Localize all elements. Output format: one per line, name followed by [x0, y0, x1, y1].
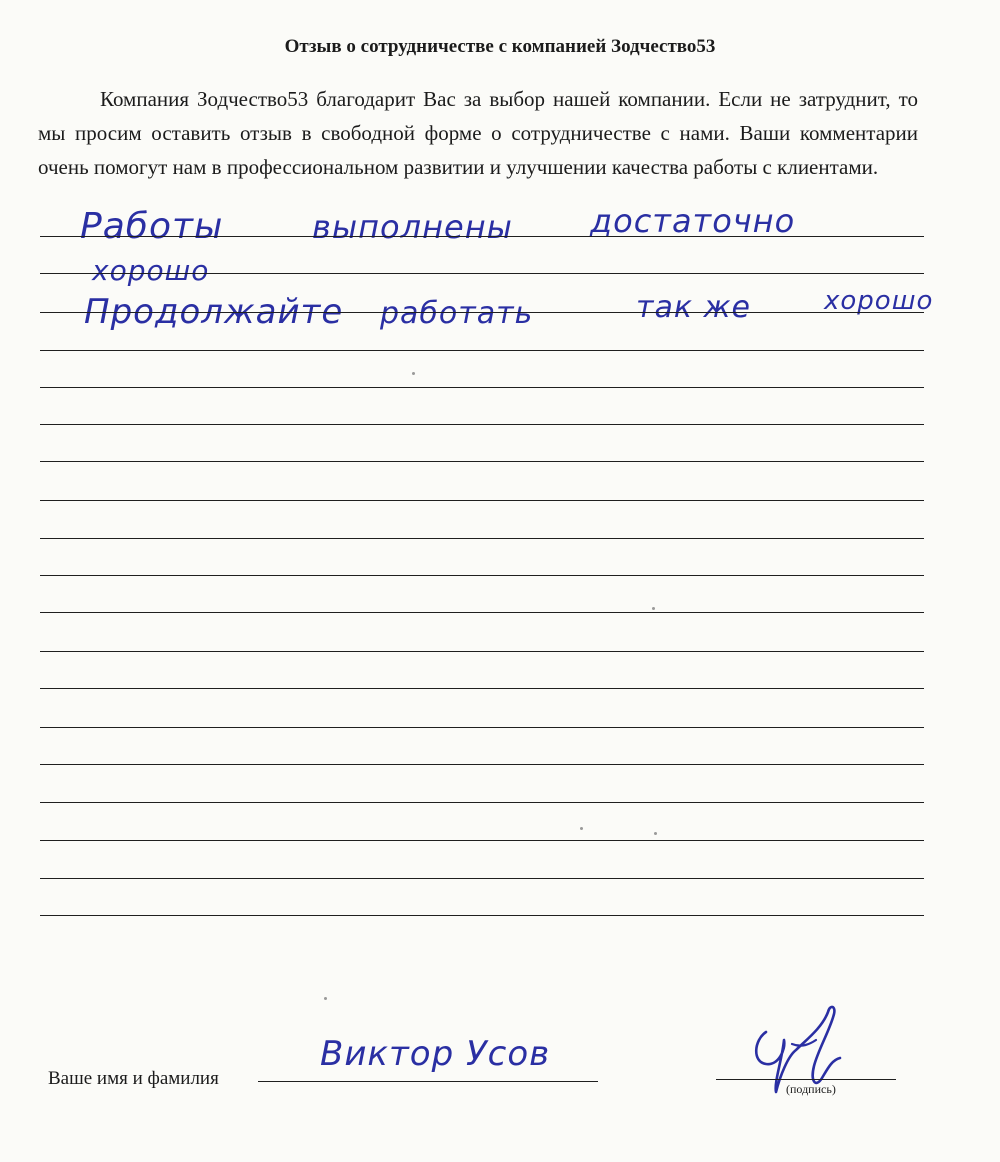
- writing-line: [40, 915, 924, 916]
- writing-line: [40, 387, 924, 388]
- handwritten-word: выполнены: [312, 208, 513, 246]
- scan-speck: [652, 607, 655, 610]
- writing-line: [40, 802, 924, 803]
- writing-line: [40, 764, 924, 765]
- handwritten-word: хорошо: [92, 254, 210, 287]
- writing-line: [40, 350, 924, 351]
- name-label: Ваше имя и фамилия: [48, 1068, 219, 1089]
- writing-line: [40, 236, 924, 237]
- handwritten-word: Продолжайте: [84, 292, 344, 332]
- handwritten-word: Работы: [80, 206, 224, 247]
- writing-line: [40, 461, 924, 462]
- writing-line: [40, 727, 924, 728]
- intro-paragraph: Компания Зодчество53 благодарит Вас за выбор нашей компании. Если не затруднит, то мы просим оставить отзыв в свободной форме о сотрудничестве с нами. Ваши комментарии очень помогут нам в профессиональном развитии и улучшении качества работы с клиентами.: [38, 87, 918, 179]
- handwritten-word: работать: [380, 296, 534, 331]
- signature-line: [716, 1079, 896, 1080]
- scan-speck: [654, 832, 657, 835]
- scan-speck: [580, 827, 583, 830]
- scan-speck: [412, 372, 415, 375]
- handwritten-word: достаточно: [590, 202, 796, 240]
- handwritten-word: хорошо: [824, 286, 934, 316]
- handwritten-name: Виктор Усов: [320, 1034, 551, 1074]
- scan-speck: [324, 997, 327, 1000]
- writing-line: [40, 312, 924, 313]
- writing-line: [40, 651, 924, 652]
- writing-line: [40, 538, 924, 539]
- writing-line: [40, 500, 924, 501]
- name-line: [258, 1081, 598, 1082]
- writing-line: [40, 840, 924, 841]
- handwritten-word: так же: [636, 290, 751, 325]
- writing-line: [40, 424, 924, 425]
- writing-line: [40, 575, 924, 576]
- writing-line: [40, 878, 924, 879]
- document-title: Отзыв о сотрудничестве с компанией Зодчество53: [284, 36, 716, 57]
- writing-line: [40, 612, 924, 613]
- writing-line: [40, 273, 924, 274]
- signature-caption: (подпись): [786, 1082, 836, 1096]
- writing-line: [40, 688, 924, 689]
